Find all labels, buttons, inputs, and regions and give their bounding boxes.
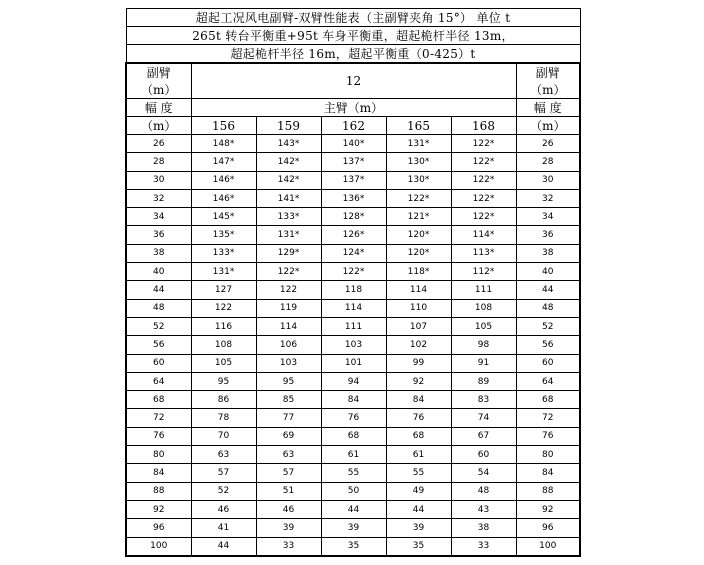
capacity-cell: 122* [386, 189, 451, 207]
radius-cell-right: 52 [516, 317, 580, 335]
main-boom-length: 159 [256, 117, 321, 135]
capacity-cell: 122* [321, 263, 386, 281]
table-row [126, 171, 580, 189]
radius-cell-left: 40 [126, 263, 191, 281]
capacity-cell: 111 [451, 281, 516, 299]
capacity-cell: 86 [191, 391, 256, 409]
capacity-cell: 112* [451, 263, 516, 281]
capacity-cell: 114 [256, 317, 321, 335]
capacity-cell: 46 [256, 500, 321, 518]
capacity-cell: 114* [451, 226, 516, 244]
table-title-line-2: 265t 转台平衡重+95t 车身平衡重，超起桅杆半径 13m， [126, 27, 580, 45]
capacity-cell: 122* [256, 263, 321, 281]
radius-cell-right: 64 [516, 372, 580, 390]
table-row [126, 482, 580, 500]
radius-cell-left: 36 [126, 226, 191, 244]
capacity-cell: 68 [386, 427, 451, 445]
jib-label: 副臂 [146, 66, 171, 80]
capacity-cell: 55 [386, 464, 451, 482]
capacity-cell: 33 [256, 537, 321, 556]
table-row [126, 409, 580, 427]
jib-length: 12 [191, 63, 516, 99]
capacity-cell: 142* [256, 171, 321, 189]
radius-cell-right: 56 [516, 336, 580, 354]
main-boom-length: 168 [451, 117, 516, 135]
capacity-cell: 121* [386, 208, 451, 226]
radius-cell-left: 44 [126, 281, 191, 299]
capacity-cell: 84 [321, 391, 386, 409]
table-row [126, 299, 580, 317]
capacity-cell: 95 [256, 372, 321, 390]
radius-cell-right: 34 [516, 208, 580, 226]
capacity-cell: 146* [191, 171, 256, 189]
capacity-cell: 61 [386, 446, 451, 464]
capacity-cell: 118* [386, 263, 451, 281]
capacity-cell: 92 [386, 372, 451, 390]
capacity-cell: 108 [191, 336, 256, 354]
radius-cell-right: 44 [516, 281, 580, 299]
capacity-cell: 137* [321, 153, 386, 171]
radius-cell-left: 68 [126, 391, 191, 409]
capacity-cell: 122* [451, 208, 516, 226]
radius-cell-left: 32 [126, 189, 191, 207]
capacity-cell: 116 [191, 317, 256, 335]
capacity-cell: 67 [451, 427, 516, 445]
capacity-cell: 113* [451, 244, 516, 262]
main-boom-length: 165 [386, 117, 451, 135]
table-row [126, 391, 580, 409]
capacity-cell: 130* [386, 171, 451, 189]
capacity-cell: 130* [386, 153, 451, 171]
radius-cell-right: 30 [516, 171, 580, 189]
capacity-cell: 70 [191, 427, 256, 445]
jib-header-right [516, 63, 580, 99]
capacity-cell: 122 [191, 299, 256, 317]
capacity-cell: 120* [386, 226, 451, 244]
capacity-cell: 76 [386, 409, 451, 427]
table-row [126, 464, 580, 482]
capacity-cell: 95 [191, 372, 256, 390]
radius-label-left: 幅 度 [126, 99, 191, 117]
radius-cell-right: 92 [516, 500, 580, 518]
capacity-cell: 44 [321, 500, 386, 518]
capacity-cell: 108 [451, 299, 516, 317]
capacity-cell: 77 [256, 409, 321, 427]
capacity-cell: 89 [451, 372, 516, 390]
radius-cell-left: 64 [126, 372, 191, 390]
capacity-cell: 52 [191, 482, 256, 500]
capacity-cell: 74 [451, 409, 516, 427]
capacity-cell: 85 [256, 391, 321, 409]
capacity-cell: 127 [191, 281, 256, 299]
radius-cell-left: 26 [126, 135, 191, 153]
radius-cell-left: 84 [126, 464, 191, 482]
radius-cell-left: 96 [126, 519, 191, 537]
table-row [126, 537, 580, 556]
table-row [126, 317, 580, 335]
capacity-cell: 145* [191, 208, 256, 226]
radius-cell-right: 40 [516, 263, 580, 281]
table-row [126, 427, 580, 445]
capacity-table [125, 8, 581, 557]
capacity-cell: 54 [451, 464, 516, 482]
capacity-cell: 119 [256, 299, 321, 317]
capacity-cell: 107 [386, 317, 451, 335]
capacity-cell: 35 [386, 537, 451, 556]
jib-label: 副臂 [535, 66, 560, 80]
radius-label-right: 幅 度 [516, 99, 580, 117]
capacity-cell: 110 [386, 299, 451, 317]
radius-cell-right: 96 [516, 519, 580, 537]
capacity-cell: 131* [386, 135, 451, 153]
capacity-cell: 105 [191, 354, 256, 372]
radius-cell-right: 100 [516, 537, 580, 556]
radius-cell-right: 28 [516, 153, 580, 171]
radius-unit-left: （m） [126, 117, 191, 135]
radius-cell-left: 72 [126, 409, 191, 427]
capacity-cell: 103 [321, 336, 386, 354]
radius-cell-right: 36 [516, 226, 580, 244]
radius-cell-right: 32 [516, 189, 580, 207]
radius-unit-right: （m） [516, 117, 580, 135]
capacity-cell: 102 [386, 336, 451, 354]
capacity-cell: 44 [386, 500, 451, 518]
capacity-cell: 35 [321, 537, 386, 556]
capacity-cell: 43 [451, 500, 516, 518]
radius-cell-left: 28 [126, 153, 191, 171]
capacity-cell: 131* [256, 226, 321, 244]
radius-cell-left: 88 [126, 482, 191, 500]
capacity-cell: 49 [386, 482, 451, 500]
main-boom-label: 主臂（m） [191, 99, 516, 117]
capacity-cell: 103 [256, 354, 321, 372]
capacity-cell: 69 [256, 427, 321, 445]
table-row [126, 336, 580, 354]
radius-cell-right: 48 [516, 299, 580, 317]
main-boom-length: 156 [191, 117, 256, 135]
table-row [126, 446, 580, 464]
radius-cell-right: 38 [516, 244, 580, 262]
radius-cell-right: 84 [516, 464, 580, 482]
table-row [126, 354, 580, 372]
capacity-cell: 114 [386, 281, 451, 299]
radius-cell-left: 30 [126, 171, 191, 189]
capacity-cell: 76 [321, 409, 386, 427]
radius-cell-left: 76 [126, 427, 191, 445]
jib-header-left [126, 63, 191, 99]
radius-cell-left: 92 [126, 500, 191, 518]
capacity-cell: 136* [321, 189, 386, 207]
table-row [126, 263, 580, 281]
capacity-cell: 146* [191, 189, 256, 207]
capacity-cell: 48 [451, 482, 516, 500]
capacity-cell: 140* [321, 135, 386, 153]
table-row [126, 244, 580, 262]
capacity-cell: 94 [321, 372, 386, 390]
capacity-cell: 131* [191, 263, 256, 281]
table-row [126, 208, 580, 226]
capacity-cell: 126* [321, 226, 386, 244]
radius-cell-left: 34 [126, 208, 191, 226]
table-row [126, 153, 580, 171]
capacity-cell: 143* [256, 135, 321, 153]
capacity-cell: 137* [321, 171, 386, 189]
capacity-cell: 84 [386, 391, 451, 409]
capacity-cell: 101 [321, 354, 386, 372]
radius-cell-right: 72 [516, 409, 580, 427]
capacity-cell: 57 [256, 464, 321, 482]
radius-cell-right: 68 [516, 391, 580, 409]
capacity-cell: 124* [321, 244, 386, 262]
table-row [126, 519, 580, 537]
radius-cell-left: 80 [126, 446, 191, 464]
table-row [126, 281, 580, 299]
capacity-cell: 142* [256, 153, 321, 171]
capacity-cell: 122* [451, 153, 516, 171]
radius-cell-right: 26 [516, 135, 580, 153]
radius-cell-right: 80 [516, 446, 580, 464]
capacity-cell: 122* [451, 171, 516, 189]
capacity-cell: 91 [451, 354, 516, 372]
table-title-line-1: 超起工况风电副臂-双臂性能表（主副臂夹角 15°） 单位 t [126, 9, 580, 27]
capacity-cell: 60 [451, 446, 516, 464]
capacity-cell: 148* [191, 135, 256, 153]
radius-cell-left: 48 [126, 299, 191, 317]
capacity-cell: 133* [191, 244, 256, 262]
capacity-cell: 57 [191, 464, 256, 482]
capacity-cell: 33 [451, 537, 516, 556]
table-row [126, 189, 580, 207]
capacity-cell: 99 [386, 354, 451, 372]
radius-cell-right: 60 [516, 354, 580, 372]
capacity-cell: 111 [321, 317, 386, 335]
capacity-cell: 98 [451, 336, 516, 354]
capacity-cell: 39 [321, 519, 386, 537]
table-row [126, 372, 580, 390]
capacity-cell: 128* [321, 208, 386, 226]
capacity-cell: 39 [386, 519, 451, 537]
capacity-cell: 61 [321, 446, 386, 464]
radius-cell-left: 52 [126, 317, 191, 335]
capacity-cell: 38 [451, 519, 516, 537]
table-title-line-3: 超起桅杆半径 16m，超起平衡重（0-425）t [126, 45, 580, 64]
table-row [126, 500, 580, 518]
capacity-cell: 63 [191, 446, 256, 464]
table-row [126, 226, 580, 244]
capacity-cell: 39 [256, 519, 321, 537]
capacity-cell: 129* [256, 244, 321, 262]
capacity-cell: 46 [191, 500, 256, 518]
radius-cell-left: 56 [126, 336, 191, 354]
radius-cell-left: 38 [126, 244, 191, 262]
capacity-cell: 135* [191, 226, 256, 244]
capacity-cell: 122 [256, 281, 321, 299]
main-boom-length: 162 [321, 117, 386, 135]
capacity-cell: 133* [256, 208, 321, 226]
capacity-cell: 106 [256, 336, 321, 354]
capacity-cell: 120* [386, 244, 451, 262]
capacity-cell: 147* [191, 153, 256, 171]
capacity-cell: 114 [321, 299, 386, 317]
radius-cell-right: 76 [516, 427, 580, 445]
capacity-cell: 44 [191, 537, 256, 556]
capacity-cell: 141* [256, 189, 321, 207]
capacity-cell: 122* [451, 135, 516, 153]
capacity-cell: 118 [321, 281, 386, 299]
capacity-cell: 105 [451, 317, 516, 335]
capacity-table-sheet [125, 8, 579, 557]
radius-cell-left: 60 [126, 354, 191, 372]
table-row [126, 135, 580, 153]
jib-unit: （m） [530, 83, 566, 97]
radius-cell-left: 100 [126, 537, 191, 556]
capacity-cell: 83 [451, 391, 516, 409]
capacity-cell: 50 [321, 482, 386, 500]
capacity-cell: 51 [256, 482, 321, 500]
capacity-cell: 41 [191, 519, 256, 537]
radius-cell-right: 88 [516, 482, 580, 500]
jib-unit: （m） [141, 83, 177, 97]
capacity-cell: 68 [321, 427, 386, 445]
capacity-cell: 78 [191, 409, 256, 427]
capacity-cell: 63 [256, 446, 321, 464]
capacity-cell: 122* [451, 189, 516, 207]
capacity-cell: 55 [321, 464, 386, 482]
